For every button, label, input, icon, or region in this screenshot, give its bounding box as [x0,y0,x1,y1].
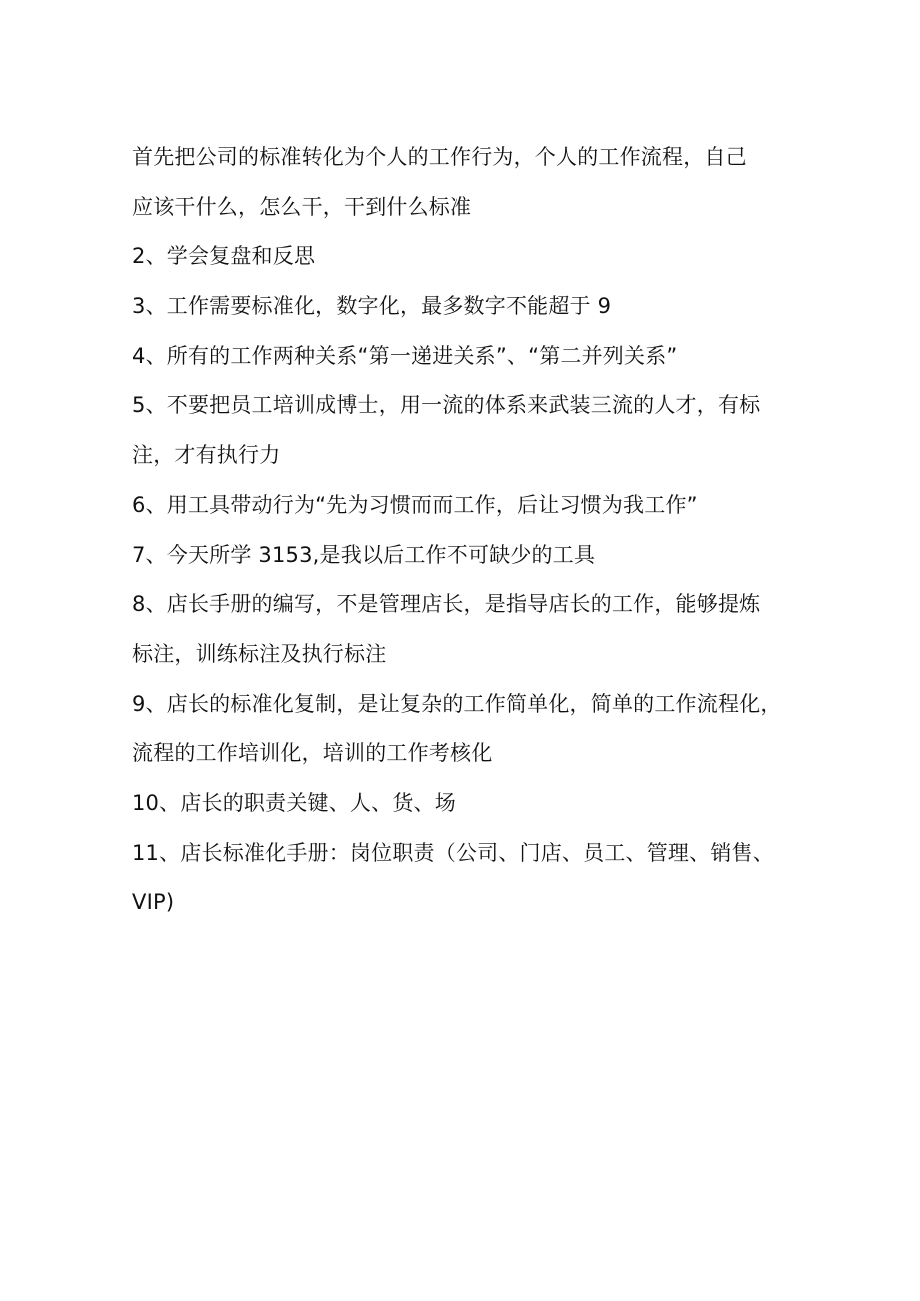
text-line: 8、店长手册的编写，不是管理店长，是指导店长的工作，能够提炼 [132,592,761,617]
text-line: 2、学会复盘和反思 [132,244,316,269]
text-line: 应该干什么，怎么干，干到什么标准 [132,194,472,219]
text-line: 首先把公司的标准转化为个人的工作行为，个人的工作流程，自己 [132,145,747,169]
text-line: 11、店长标准化手册：岗位职责（公司、门店、员工、管理、销售、 [132,840,774,865]
text-line: VIP) [132,890,175,915]
text-line: 9、店长的标准化复制，是让复杂的工作简单化，简单的工作流程化， [132,691,782,716]
text-line: 4、所有的工作两种关系“第一递进关系”、“第二并列关系” [132,343,678,368]
document-body [132,133,792,928]
text-line: 流程的工作培训化，培训的工作考核化 [132,741,493,766]
text-line: 5、不要把员工培训成博士，用一流的体系来武装三流的人才，有标 [132,393,761,418]
text-line: 注，才有执行力 [132,443,281,468]
text-line: 10、店长的职责关键、人、货、场 [132,790,456,815]
text-line: 7、今天所学 3153,是我以后工作不可缺少的工具 [132,542,596,567]
text-line: 3、工作需要标准化，数字化，最多数字不能超于 9 [132,294,612,319]
text-line: 标注，训练标注及执行标注 [132,641,387,666]
text-line: 6、用工具带动行为“先为习惯而而工作，后让习惯为我工作” [132,492,698,517]
